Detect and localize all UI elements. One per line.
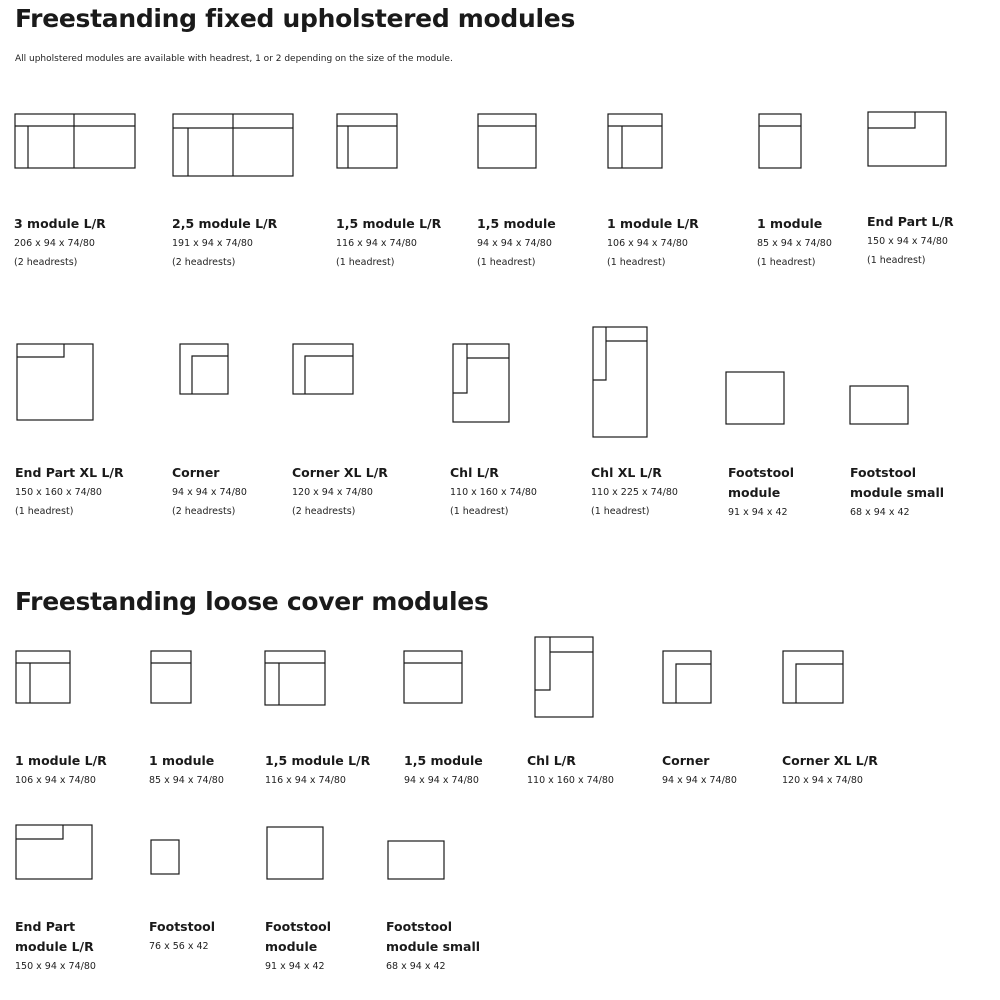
item-lc-end-part: [15, 917, 125, 976]
item-headrests: (1 headrest): [757, 257, 816, 268]
item-name: Chl L/R: [527, 753, 576, 768]
drawing-lc-footstool-module-small: [387, 840, 445, 880]
drawing-chl-xl: [592, 326, 648, 438]
item-headrests: (1 headrest): [477, 257, 536, 268]
item-name: Footstool module small: [386, 919, 481, 954]
item-name: Footstool module small: [850, 465, 945, 500]
item-headrests: (2 headrests): [172, 506, 236, 517]
drawing-lc-chl: [534, 636, 594, 718]
item-end-part: [867, 212, 954, 270]
item-name: Corner: [172, 465, 220, 480]
drawing-2-5-module: [172, 113, 294, 177]
item-headrests: (1 headrest): [15, 506, 74, 517]
item-1-5-module: [477, 214, 556, 272]
intro-text: All upholstered modules are available with headrest, 1 or 2 depending on the size of the module.: [15, 54, 453, 64]
item-dims: 85 x 94 x 74/80: [757, 238, 832, 249]
drawing-footstool-module-small: [849, 385, 909, 425]
item-lc-1-5-module: [404, 751, 483, 790]
drawing-lc-corner: [662, 650, 712, 704]
item-dims: 94 x 94 x 74/80: [404, 775, 479, 786]
item-dims: 150 x 94 x 74/80: [867, 236, 948, 247]
drawing-corner: [179, 343, 229, 395]
drawing-1-module: [758, 113, 802, 169]
item-dims: 116 x 94 x 74/80: [336, 238, 417, 249]
item-name: Footstool: [149, 919, 216, 934]
item-dims: 94 x 94 x 74/80: [662, 775, 737, 786]
item-lc-1-module-lr: [15, 751, 107, 790]
drawing-lc-1-5-module-lr: [264, 650, 326, 706]
drawing-lc-1-5-module: [403, 650, 463, 704]
drawing-corner-xl: [292, 343, 354, 395]
item-name: 1 module: [757, 216, 823, 231]
item-headrests: (1 headrest): [336, 257, 395, 268]
item-name: Footstool module: [728, 465, 795, 500]
drawing-1-module-lr: [607, 113, 663, 169]
item-dims: 150 x 94 x 74/80: [15, 961, 96, 972]
item-name: Corner XL L/R: [292, 465, 388, 480]
item-name: 1,5 module L/R: [265, 753, 371, 768]
item-dims: 116 x 94 x 74/80: [265, 775, 346, 786]
drawing-footstool-module: [725, 371, 785, 425]
item-corner: [172, 463, 247, 521]
drawing-end-part-xl: [16, 343, 94, 421]
item-footstool-module-small: [850, 463, 970, 522]
item-headrests: (1 headrest): [591, 506, 650, 517]
item-2-5-module: [172, 214, 277, 272]
item-chl: [450, 463, 537, 521]
item-dims: 85 x 94 x 74/80: [149, 775, 224, 786]
item-dims: 120 x 94 x 74/80: [292, 487, 373, 498]
item-1-module: [757, 214, 832, 272]
item-name: 1,5 module: [477, 216, 556, 231]
item-headrests: (1 headrest): [867, 255, 926, 266]
item-name: 1 module L/R: [607, 216, 699, 231]
item-dims: 110 x 160 x 74/80: [527, 775, 614, 786]
item-lc-1-5-module-lr: [265, 751, 370, 790]
item-name: End Part L/R: [867, 214, 954, 229]
item-lc-footstool: [149, 917, 215, 956]
item-name: 1,5 module: [404, 753, 483, 768]
section-title-fixed: Freestanding fixed upholstered modules: [15, 4, 576, 33]
item-headrests: (2 headrests): [172, 257, 236, 268]
item-lc-1-module: [149, 751, 224, 790]
item-headrests: (1 headrest): [607, 257, 666, 268]
item-chl-xl: [591, 463, 678, 521]
item-dims: 191 x 94 x 74/80: [172, 238, 253, 249]
drawing-end-part: [867, 111, 947, 167]
drawing-chl: [452, 343, 510, 423]
drawing-1-5-module-lr: [336, 113, 398, 169]
item-name: Corner XL L/R: [782, 753, 878, 768]
item-1-5-module-lr: [336, 214, 441, 272]
item-name: 2,5 module L/R: [172, 216, 278, 231]
item-name: End Part module L/R: [15, 919, 94, 954]
drawing-1-5-module: [477, 113, 537, 169]
item-name: 1 module: [149, 753, 215, 768]
item-name: 1 module L/R: [15, 753, 107, 768]
item-headrests: (1 headrest): [450, 506, 509, 517]
item-dims: 68 x 94 x 42: [850, 507, 910, 518]
item-lc-chl: [527, 751, 614, 790]
item-lc-footstool-module-small: [386, 917, 506, 976]
item-name: Corner: [662, 753, 710, 768]
item-headrests: (2 headrests): [14, 257, 78, 268]
item-lc-footstool-module: [265, 917, 355, 976]
item-dims: 76 x 56 x 42: [149, 941, 209, 952]
item-corner-xl: [292, 463, 388, 521]
item-1-module-lr: [607, 214, 699, 272]
drawing-lc-1-module: [150, 650, 192, 704]
item-name: Chl XL L/R: [591, 465, 662, 480]
item-dims: 106 x 94 x 74/80: [607, 238, 688, 249]
item-dims: 91 x 94 x 42: [265, 961, 325, 972]
item-name: 3 module L/R: [14, 216, 106, 231]
drawing-lc-1-module-lr: [15, 650, 71, 704]
item-end-part-xl: [15, 463, 124, 521]
item-name: Chl L/R: [450, 465, 499, 480]
item-lc-corner-xl: [782, 751, 878, 790]
item-dims: 94 x 94 x 74/80: [477, 238, 552, 249]
item-lc-corner: [662, 751, 737, 790]
item-dims: 120 x 94 x 74/80: [782, 775, 863, 786]
item-3-module: [14, 214, 106, 272]
drawing-lc-end-part: [15, 824, 93, 880]
item-dims: 150 x 160 x 74/80: [15, 487, 102, 498]
section-title-loose: Freestanding loose cover modules: [15, 587, 489, 616]
item-name: End Part XL L/R: [15, 465, 124, 480]
item-name: Footstool module: [265, 919, 332, 954]
item-dims: 106 x 94 x 74/80: [15, 775, 96, 786]
item-name: 1,5 module L/R: [336, 216, 442, 231]
drawing-lc-footstool: [150, 839, 180, 875]
drawing-lc-footstool-module: [266, 826, 324, 880]
item-footstool-module: [728, 463, 818, 522]
item-dims: 94 x 94 x 74/80: [172, 487, 247, 498]
item-dims: 68 x 94 x 42: [386, 961, 446, 972]
item-headrests: (2 headrests): [292, 506, 356, 517]
item-dims: 110 x 160 x 74/80: [450, 487, 537, 498]
item-dims: 110 x 225 x 74/80: [591, 487, 678, 498]
item-dims: 206 x 94 x 74/80: [14, 238, 95, 249]
item-dims: 91 x 94 x 42: [728, 507, 788, 518]
drawing-3-module: [14, 113, 136, 169]
drawing-lc-corner-xl: [782, 650, 844, 704]
